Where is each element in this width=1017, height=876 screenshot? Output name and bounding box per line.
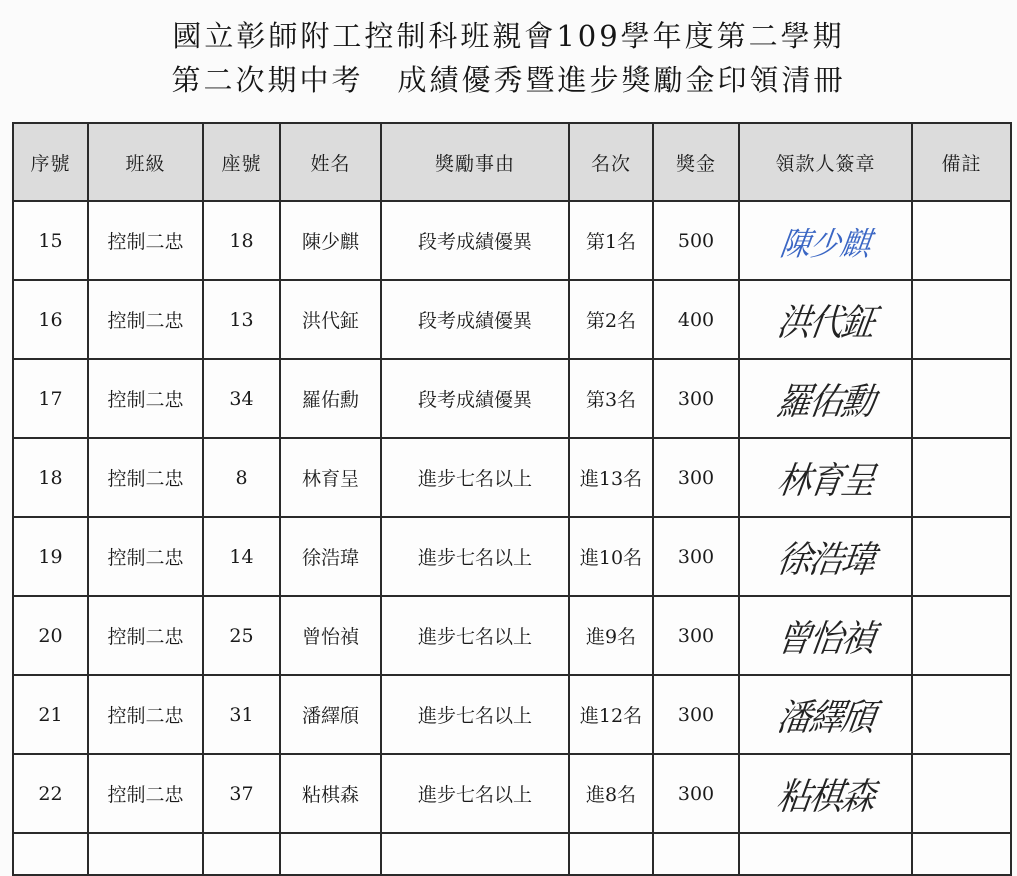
header-name: 姓名 [280,123,381,201]
cell-reason: 段考成績優異 [381,359,569,438]
header-signature: 領款人簽章 [739,123,912,201]
header-seat: 座號 [203,123,280,201]
cell-seq: 18 [13,438,88,517]
cell-class: 控制二忠 [88,754,203,833]
cell-rank: 進9名 [569,596,653,675]
cell-seq: 22 [13,754,88,833]
cell-reason: 進步七名以上 [381,596,569,675]
cell-rank: 進13名 [569,438,653,517]
cell-seat: 34 [203,359,280,438]
cell-amount: 400 [653,280,739,359]
cell-note [912,359,1011,438]
cell-signature [739,754,912,833]
cell-signature [739,201,912,280]
handwritten-signature: 洪代鉦 [773,301,877,345]
table-row [13,675,1011,754]
cell-seat: 25 [203,596,280,675]
cell-note [912,596,1011,675]
cell-name: 潘繹頎 [280,675,381,754]
award-register-table [12,122,1012,876]
cell-class: 控制二忠 [88,596,203,675]
cell-rank: 進8名 [569,754,653,833]
handwritten-signature: 羅佑勳 [773,380,877,424]
handwritten-signature: 陳少麒 [777,225,873,264]
document-title-line2 [0,58,1017,99]
cell-name: 林育呈 [280,438,381,517]
cell-seq: 19 [13,517,88,596]
cell-seat: 31 [203,675,280,754]
cell-seat: 18 [203,201,280,280]
header-class: 班級 [88,123,203,201]
cell-name: 曾怡禎 [280,596,381,675]
cell-class: 控制二忠 [88,201,203,280]
cell-empty [739,833,912,875]
cell-signature [739,596,912,675]
cell-name: 洪代鉦 [280,280,381,359]
table-row-partial [13,833,1011,875]
table-row [13,596,1011,675]
handwritten-signature: 林育呈 [773,459,877,503]
cell-empty [653,833,739,875]
handwritten-signature: 潘繹頎 [773,696,877,740]
document-title-line1: 國立彰師附工控制科班親會109學年度第二學期 [172,19,845,53]
table-row [13,517,1011,596]
cell-reason: 進步七名以上 [381,754,569,833]
cell-class: 控制二忠 [88,280,203,359]
cell-reason: 進步七名以上 [381,675,569,754]
handwritten-signature: 粘棋森 [773,775,877,819]
header-rank: 名次 [569,123,653,201]
cell-seat: 37 [203,754,280,833]
handwritten-signature: 徐浩瑋 [773,538,877,582]
cell-name: 陳少麒 [280,201,381,280]
cell-note [912,438,1011,517]
cell-seq: 16 [13,280,88,359]
cell-signature [739,517,912,596]
cell-name: 粘棋森 [280,754,381,833]
cell-amount: 300 [653,596,739,675]
cell-empty [203,833,280,875]
handwritten-signature: 曾怡禎 [773,617,877,661]
table-row [13,201,1011,280]
cell-class: 控制二忠 [88,517,203,596]
cell-empty [280,833,381,875]
cell-empty [912,833,1011,875]
cell-rank: 進10名 [569,517,653,596]
cell-rank: 第3名 [569,359,653,438]
cell-seq: 20 [13,596,88,675]
header-seq: 序號 [13,123,88,201]
cell-note [912,754,1011,833]
cell-reason: 進步七名以上 [381,438,569,517]
table-row [13,280,1011,359]
cell-amount: 300 [653,438,739,517]
cell-amount: 300 [653,517,739,596]
cell-empty [569,833,653,875]
cell-seq: 15 [13,201,88,280]
cell-amount: 300 [653,675,739,754]
cell-empty [381,833,569,875]
cell-seat: 8 [203,438,280,517]
header-amount: 獎金 [653,123,739,201]
cell-note [912,675,1011,754]
exam-name: 第二次期中考 [171,63,364,97]
cell-rank: 第1名 [569,201,653,280]
cell-amount: 500 [653,201,739,280]
cell-note [912,517,1011,596]
cell-signature [739,438,912,517]
header-reason: 獎勵事由 [381,123,569,201]
cell-amount: 300 [653,359,739,438]
header-row [13,123,1011,201]
cell-rank: 進12名 [569,675,653,754]
cell-seq: 17 [13,359,88,438]
cell-class: 控制二忠 [88,675,203,754]
cell-reason: 段考成績優異 [381,201,569,280]
cell-amount: 300 [653,754,739,833]
cell-reason: 段考成績優異 [381,280,569,359]
register-name: 成績優秀暨進步獎勵金印領清冊 [397,63,846,97]
cell-seq: 21 [13,675,88,754]
cell-rank: 第2名 [569,280,653,359]
cell-signature [739,280,912,359]
cell-signature [739,675,912,754]
table-row [13,754,1011,833]
cell-empty [88,833,203,875]
cell-seat: 13 [203,280,280,359]
cell-signature [739,359,912,438]
cell-class: 控制二忠 [88,438,203,517]
cell-name: 羅佑勳 [280,359,381,438]
header-note: 備註 [912,123,1011,201]
table-row [13,438,1011,517]
cell-note [912,201,1011,280]
cell-seat: 14 [203,517,280,596]
cell-reason: 進步七名以上 [381,517,569,596]
cell-empty [13,833,88,875]
cell-class: 控制二忠 [88,359,203,438]
cell-name: 徐浩瑋 [280,517,381,596]
table-row [13,359,1011,438]
cell-note [912,280,1011,359]
